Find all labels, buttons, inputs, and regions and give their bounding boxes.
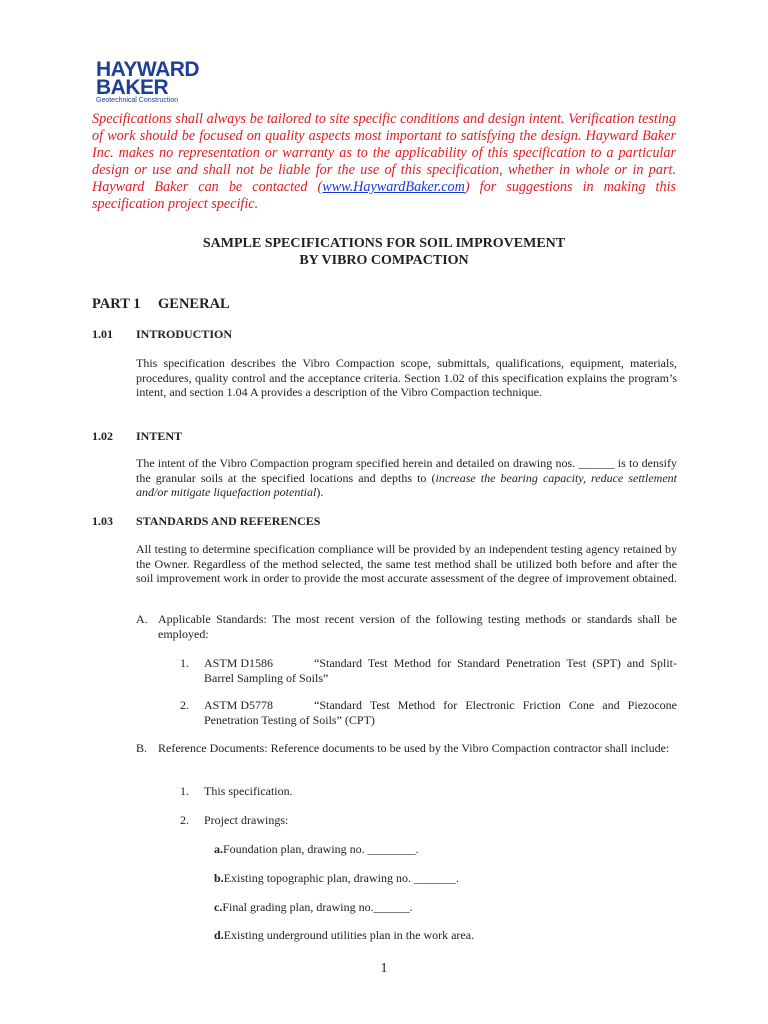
section-title: INTENT [136, 429, 183, 443]
reference-item-1 [180, 784, 677, 799]
drawing-text: Existing topographic plan, drawing no. _______. [223, 871, 459, 885]
drawing-item-a [214, 842, 677, 857]
drawing-text: Foundation plan, drawing no. ________. [223, 842, 419, 856]
sub-item-label: 2. [180, 813, 189, 827]
part-heading [92, 296, 230, 313]
part-number: PART 1 [92, 296, 141, 312]
part-name: GENERAL [158, 296, 230, 312]
drawing-item-d [214, 928, 677, 943]
section-number: 1.02 [92, 429, 113, 443]
logo-line-1: HAYWARD [96, 58, 200, 81]
disclaimer-paragraph [92, 111, 676, 213]
intent-text-1: The intent of the Vibro Compaction program specified herein and detailed on drawing nos. ______ is to densify the granular soils at the specified locations and depths to ( [136, 456, 677, 485]
title-line-2: BY VIBRO COMPACTION [299, 253, 469, 268]
sub-item-label: 1. [180, 656, 189, 670]
hayward-baker-link[interactable]: www.HaywardBaker.com [322, 179, 465, 195]
standard-item-2 [180, 698, 677, 727]
standard-title: “Standard Test Method for Standard Penetration Test (SPT) and Split-Barrel Sampling of Soils” [204, 656, 677, 685]
logo-line-2: BAKER [96, 76, 169, 99]
disclaimer-text-1: Specifications shall always be tailored to site specific conditions and design intent. Verification testing of work should be focused on quality aspects most important to satisfying the design. Hayward Baker Inc. makes no representation or warranty as to the applicability of this specification to a particular design or use and shall not be liable for the use of this specification, whether in whole or in part. Hayward Baker can be contacted ( [92, 111, 676, 195]
drawing-label: d. [214, 928, 224, 942]
standard-code: ASTM D1586 [204, 656, 274, 670]
drawing-text: Existing underground utilities plan in the work area. [223, 928, 475, 942]
section-number: 1.01 [92, 327, 113, 341]
section-title: STANDARDS AND REFERENCES [136, 514, 321, 528]
section-heading-1-02 [92, 429, 182, 443]
list-item-text: Applicable Standards: The most recent version of the following testing methods or standards shall be employed: [158, 612, 677, 641]
section-body-1-01: This specification describes the Vibro Compaction scope, submittals, qualifications, equipment, materials, procedures, quality control and the acceptance criteria. Section 1.02 of this specification explains the program’s intent, and section 1.04 A provides a description of the Vibro Compaction technique. [136, 356, 677, 400]
sub-item-text: Project drawings: [204, 813, 289, 827]
drawing-item-c [214, 900, 677, 915]
sub-item-text: This specification. [204, 784, 293, 798]
logo-tagline: Geotechnical Construction [96, 97, 179, 104]
section-body-1-02 [136, 456, 677, 500]
list-item-b [136, 741, 677, 756]
list-item-a [136, 612, 677, 641]
list-item-label: B. [136, 741, 148, 755]
section-title: INTRODUCTION [136, 327, 233, 341]
company-logo [96, 58, 220, 105]
standard-code: ASTM D5778 [204, 698, 274, 712]
list-item-label: A. [136, 612, 148, 626]
section-heading-1-03 [92, 514, 320, 528]
drawing-label: c. [214, 900, 223, 914]
list-item-text: Reference Documents: Reference documents to be used by the Vibro Compaction contractor shall include: [158, 741, 670, 755]
standard-item-1 [180, 656, 677, 685]
page-number: 1 [380, 961, 388, 976]
reference-item-2 [180, 813, 677, 828]
document-title [92, 235, 676, 269]
standard-title: “Standard Test Method for Electronic Friction Cone and Piezocone Penetration Testing of Soils” (CPT) [204, 698, 677, 727]
intent-text-2: ). [316, 485, 324, 500]
section-number: 1.03 [92, 514, 113, 528]
disclaimer-text-2: ) for suggestions in making this specification project specific. [92, 179, 676, 212]
intent-goals: increase the bearing capacity, reduce settlement and/or mitigate liquefaction potential [136, 470, 677, 500]
section-heading-1-01 [92, 327, 232, 341]
title-line-1: SAMPLE SPECIFICATIONS FOR SOIL IMPROVEMENT [202, 236, 566, 251]
section-body-1-03: All testing to determine specification compliance will be provided by an independent testing agency retained by the Owner. Regardless of the method selected, the same test method shall be utilized both before and after the soil improvement work in order to provide the most accurate assessment of the degree of improvement obtained. [136, 542, 677, 586]
drawing-label: a. [214, 842, 223, 856]
drawing-text: Final grading plan, drawing no.______. [222, 900, 413, 914]
sub-item-label: 1. [180, 784, 189, 798]
drawing-item-b [214, 871, 677, 886]
sub-item-label: 2. [180, 698, 189, 712]
drawing-label: b. [214, 871, 224, 885]
